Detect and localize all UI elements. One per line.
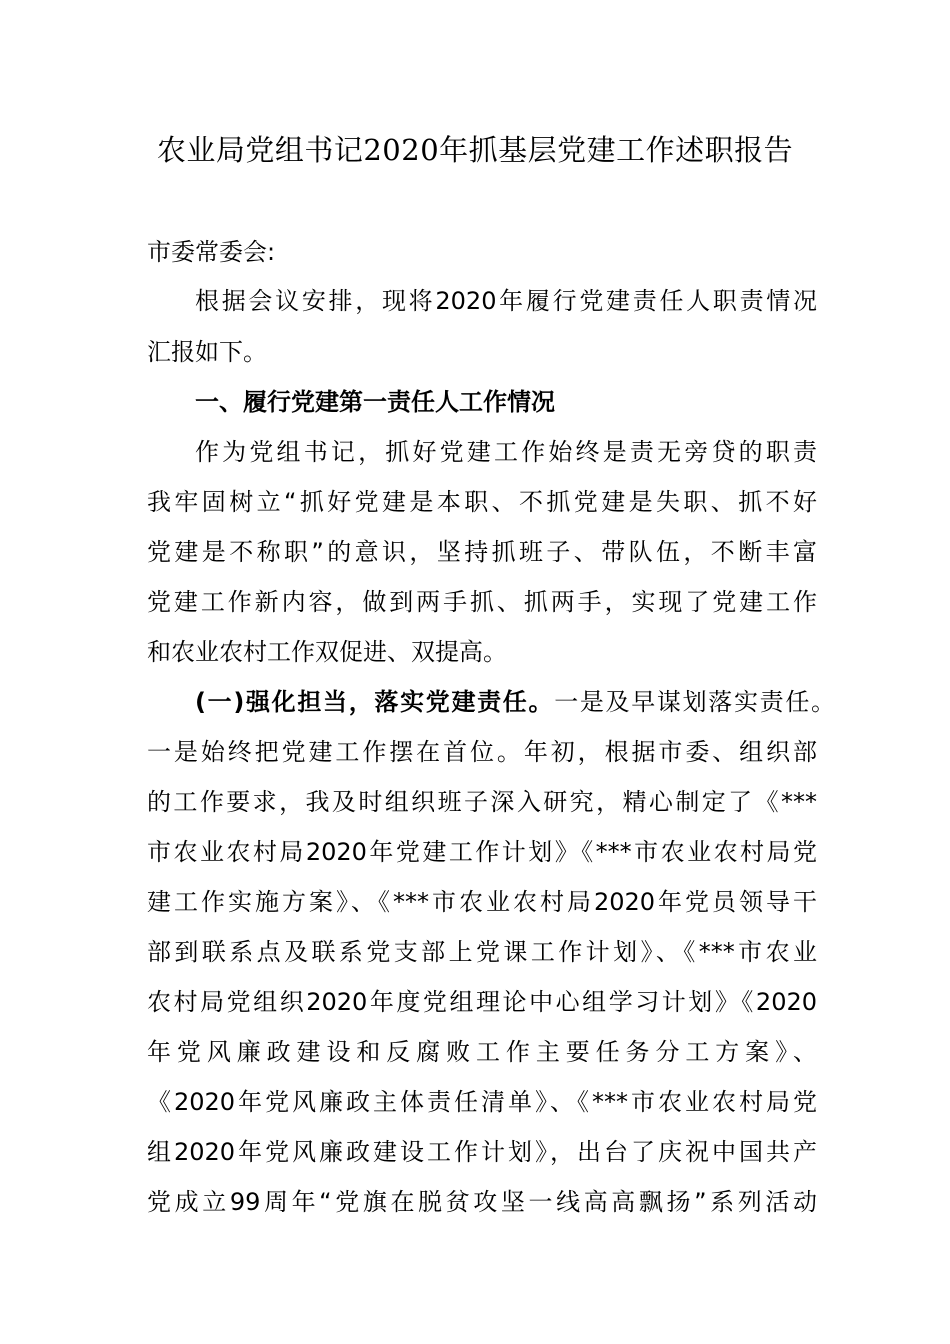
- document-title: 农业局党组书记2020年抓基层党建工作述职报告: [156, 133, 794, 167]
- paragraph-line: 作为党组书记，抓好党建工作始终是责无旁贷的职责: [195, 438, 817, 466]
- paragraph-line: 组2020年党风廉政建设工作计划》，出台了庆祝中国共产: [147, 1138, 817, 1166]
- paragraph-line: 和农业农村工作双促进、双提高。: [147, 638, 507, 666]
- paragraph-line: 汇报如下。: [147, 338, 267, 366]
- paragraph-line: 党成立99周年“党旗在脱贫攻坚一线高高飘扬”系列活动: [147, 1188, 817, 1216]
- paragraph-line: 农村局党组织2020年度党组理论中心组学习计划》《2020: [147, 988, 817, 1016]
- paragraph-line: 《2020年党风廉政主体责任清单》、《***市农业农村局党: [147, 1088, 817, 1116]
- subsection-line: [195, 684, 835, 720]
- paragraph-line: 一是始终把党建工作摆在首位。年初，根据市委、组织部: [147, 738, 817, 766]
- paragraph-line: 市农业农村局2020年党建工作计划》《***市农业农村局党: [147, 838, 817, 866]
- section-heading: 一、履行党建第一责任人工作情况: [195, 388, 555, 416]
- paragraph-line: 年党风廉政建设和反腐败工作主要任务分工方案》、: [147, 1038, 817, 1066]
- subsection-text: 一是及早谋划落实责任。: [554, 688, 836, 716]
- paragraph-line: 根据会议安排，现将2020年履行党建责任人职责情况: [195, 287, 817, 315]
- paragraph-line: 部到联系点及联系党支部上党课工作计划》、《***市农业: [147, 938, 817, 966]
- paragraph-line: 建工作实施方案》、《***市农业农村局2020年党员领导干: [147, 888, 817, 916]
- paragraph-line: 我牢固树立“抓好党建是本职、不抓党建是失职、抓不好: [147, 488, 817, 516]
- subsection-heading: (一)强化担当，落实党建责任。: [195, 688, 555, 716]
- paragraph-line: 党建工作新内容，做到两手抓、抓两手，实现了党建工作: [147, 588, 817, 616]
- paragraph-line: 的工作要求，我及时组织班子深入研究，精心制定了《***: [147, 788, 817, 816]
- paragraph-line: 党建是不称职”的意识，坚持抓班子、带队伍，不断丰富: [147, 538, 817, 566]
- salutation: 市委常委会:: [147, 238, 276, 266]
